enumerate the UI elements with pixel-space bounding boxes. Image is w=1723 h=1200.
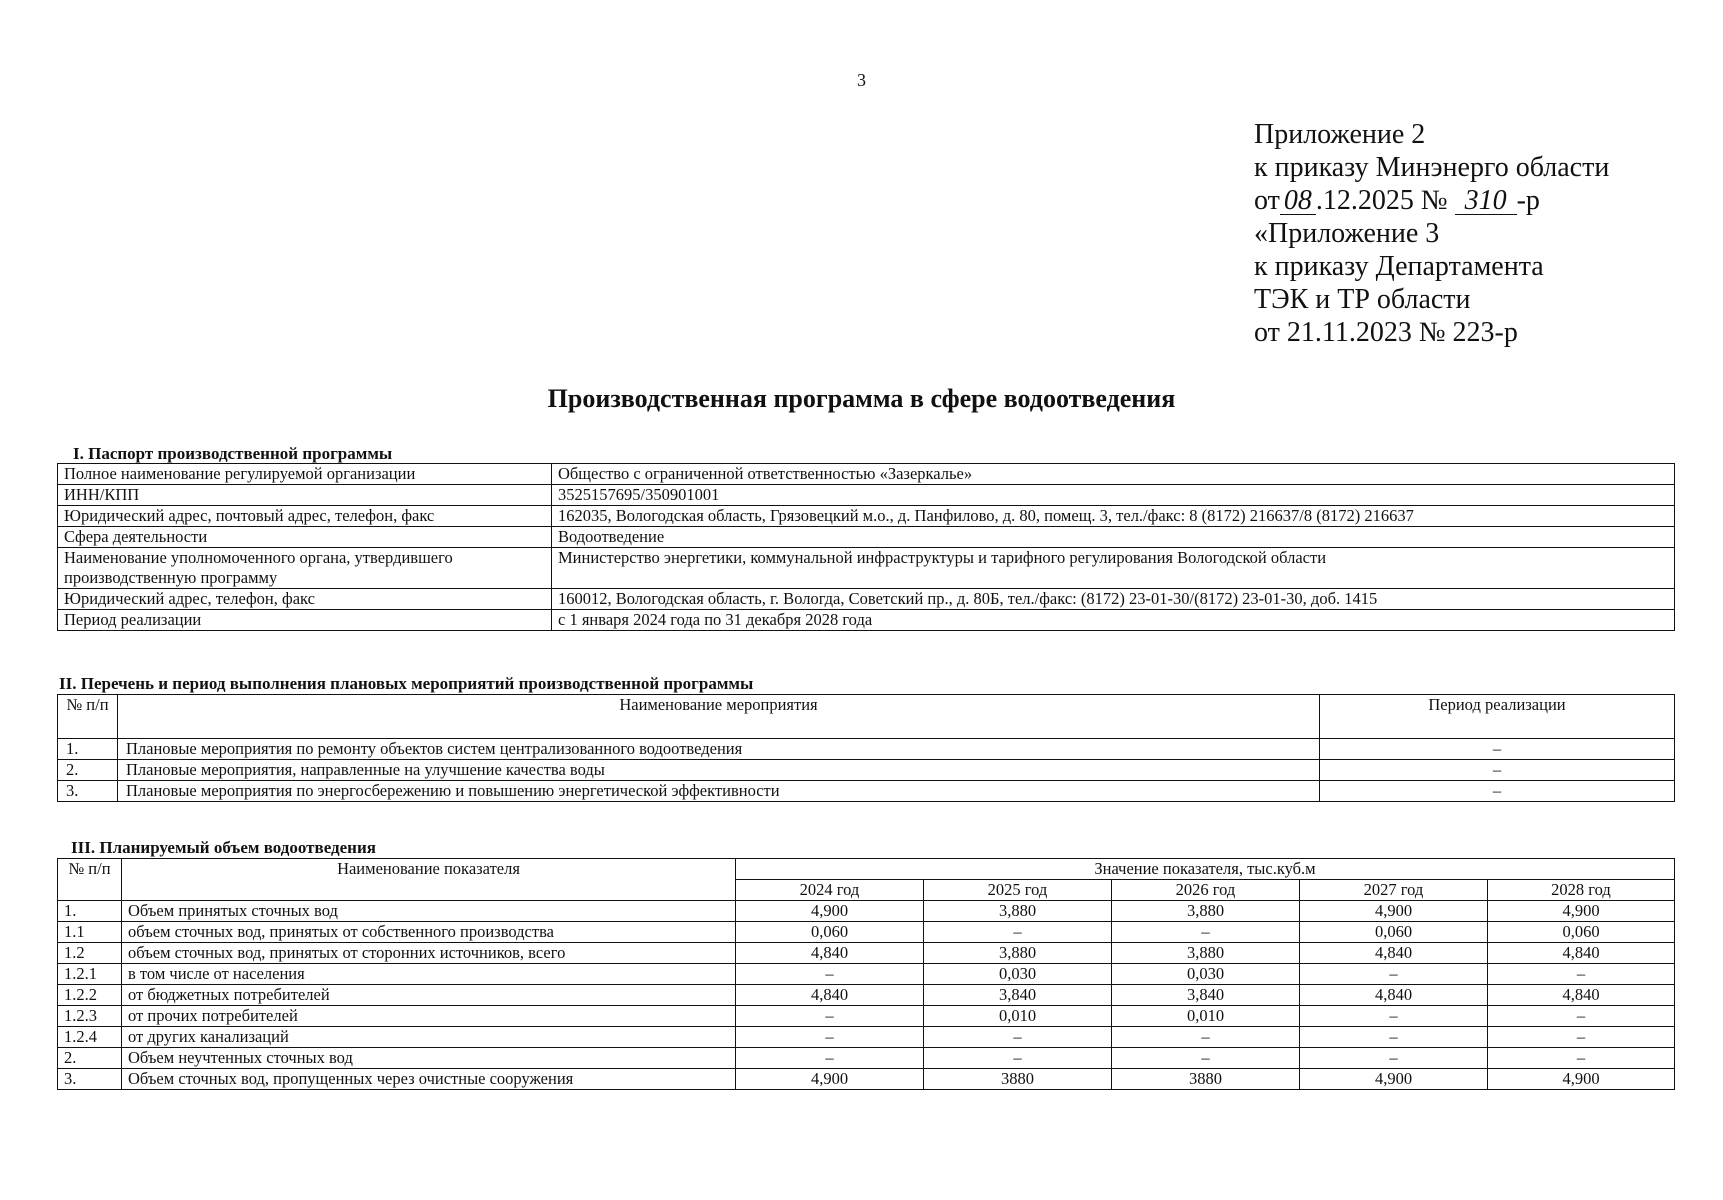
- value-cell: 4,840: [1488, 985, 1675, 1006]
- appendix-line: «Приложение 3: [1254, 218, 1440, 249]
- passport-value: 160012, Вологодская область, г. Вологда, Советский пр., д. 80Б, тел./факс: (8172) 23-01-30/(8172) 23-01-30, доб. 1415: [552, 589, 1675, 610]
- table-row: [58, 1069, 1675, 1090]
- table-row: [58, 1006, 1675, 1027]
- table-row: [58, 781, 1675, 802]
- passport-label: Юридический адрес, телефон, факс: [58, 589, 552, 610]
- value-cell: –: [1488, 1048, 1675, 1069]
- value-cell: 0,010: [924, 1006, 1112, 1027]
- value-cell: –: [1488, 1027, 1675, 1048]
- value-cell: –: [1112, 922, 1300, 943]
- measure-name: Плановые мероприятия по энергосбережению и повышению энергетической эффективности: [118, 781, 1320, 802]
- appendix-number-suffix: -р: [1516, 185, 1540, 216]
- value-cell: 3,880: [1112, 943, 1300, 964]
- header-year: 2027 год: [1300, 880, 1488, 901]
- indicator-name: от других канализаций: [122, 1027, 736, 1048]
- passport-table: [57, 463, 1675, 631]
- indicator-name: объем сточных вод, принятых от сторонних источников, всего: [122, 943, 736, 964]
- row-num: 1.2.3: [58, 1006, 122, 1027]
- table-row: [58, 485, 1675, 506]
- appendix-line: Приложение 2: [1254, 119, 1426, 150]
- appendix-line: к приказу Минэнерго области: [1254, 152, 1610, 183]
- value-cell: –: [1112, 1048, 1300, 1069]
- value-cell: –: [924, 922, 1112, 943]
- row-num: 2.: [58, 1048, 122, 1069]
- value-cell: 3880: [924, 1069, 1112, 1090]
- appendix-date-line: [1254, 184, 1609, 217]
- passport-label: ИНН/КПП: [58, 485, 552, 506]
- row-num: 2.: [58, 760, 118, 781]
- value-cell: –: [1300, 1027, 1488, 1048]
- row-num: 1.2.4: [58, 1027, 122, 1048]
- section-2-title: II. Перечень и период выполнения плановых мероприятий производственной программы: [59, 674, 754, 693]
- row-num: 1.: [58, 901, 122, 922]
- measure-period: –: [1320, 781, 1675, 802]
- appendix-date-prefix: от: [1254, 185, 1280, 216]
- handwritten-day: 08: [1280, 188, 1316, 215]
- passport-value: с 1 января 2024 года по 31 декабря 2028 года: [552, 610, 1675, 631]
- row-num: 3.: [58, 781, 118, 802]
- table-row: [58, 901, 1675, 922]
- row-num: 1.2.2: [58, 985, 122, 1006]
- passport-label: Период реализации: [58, 610, 552, 631]
- measure-period: –: [1320, 760, 1675, 781]
- table-row: [58, 527, 1675, 548]
- appendix-line: ТЭК и ТР области: [1254, 284, 1471, 315]
- value-cell: 4,900: [1488, 1069, 1675, 1090]
- value-cell: 4,840: [1300, 943, 1488, 964]
- value-cell: 0,060: [1300, 922, 1488, 943]
- table-row: [58, 548, 1675, 589]
- value-cell: –: [736, 964, 924, 985]
- table-row: [58, 1027, 1675, 1048]
- table-row: [58, 964, 1675, 985]
- indicator-name: от прочих потребителей: [122, 1006, 736, 1027]
- header-year: 2024 год: [736, 880, 924, 901]
- appendix-line: от 21.11.2023 № 223-р: [1254, 317, 1518, 348]
- value-cell: 4,840: [1300, 985, 1488, 1006]
- row-num: 1.: [58, 739, 118, 760]
- header-num: № п/п: [58, 695, 118, 739]
- table-header-row: [58, 859, 1675, 880]
- passport-value: Общество с ограниченной ответственностью «Зазеркалье»: [552, 464, 1675, 485]
- passport-value: 3525157695/350901001: [552, 485, 1675, 506]
- value-cell: 4,900: [1300, 901, 1488, 922]
- value-cell: 4,840: [736, 985, 924, 1006]
- value-cell: 4,900: [736, 901, 924, 922]
- value-cell: –: [736, 1006, 924, 1027]
- value-cell: 3,880: [924, 901, 1112, 922]
- measure-period: –: [1320, 739, 1675, 760]
- indicator-name: в том числе от населения: [122, 964, 736, 985]
- value-cell: 4,840: [736, 943, 924, 964]
- value-cell: 4,900: [1300, 1069, 1488, 1090]
- indicator-name: объем сточных вод, принятых от собственного производства: [122, 922, 736, 943]
- indicator-name: Объем неучтенных сточных вод: [122, 1048, 736, 1069]
- table-row: [58, 760, 1675, 781]
- header-indicator-name: Наименование показателя: [122, 859, 736, 901]
- passport-label: Наименование уполномоченного органа, утвердившего производственную программу: [58, 548, 552, 589]
- measures-table: [57, 694, 1675, 802]
- header-num: № п/п: [58, 859, 122, 901]
- header-value-group: Значение показателя, тыс.куб.м: [736, 859, 1675, 880]
- table-row: [58, 985, 1675, 1006]
- measure-name: Плановые мероприятия по ремонту объектов систем централизованного водоотведения: [118, 739, 1320, 760]
- volume-table: [57, 858, 1675, 1090]
- row-num: 1.2: [58, 943, 122, 964]
- passport-value: Министерство энергетики, коммунальной инфраструктуры и тарифного регулирования Вологодской области: [552, 548, 1675, 589]
- value-cell: –: [1112, 1027, 1300, 1048]
- indicator-name: от бюджетных потребителей: [122, 985, 736, 1006]
- page-number: 3: [857, 70, 866, 90]
- header-measure-name: Наименование мероприятия: [118, 695, 1320, 739]
- value-cell: 4,900: [1488, 901, 1675, 922]
- table-row: [58, 739, 1675, 760]
- document-title: Производственная программа в сфере водоотведения: [547, 384, 1176, 413]
- value-cell: 3,880: [1112, 901, 1300, 922]
- value-cell: –: [924, 1027, 1112, 1048]
- header-year: 2026 год: [1112, 880, 1300, 901]
- value-cell: 3,840: [1112, 985, 1300, 1006]
- table-row: [58, 506, 1675, 527]
- handwritten-order-number: 310: [1455, 188, 1517, 215]
- header-year: 2028 год: [1488, 880, 1675, 901]
- value-cell: –: [1488, 964, 1675, 985]
- value-cell: 0,060: [1488, 922, 1675, 943]
- value-cell: 0,030: [924, 964, 1112, 985]
- table-row: [58, 922, 1675, 943]
- appendix-date-rest: .12.2025 №: [1315, 185, 1448, 216]
- value-cell: 4,840: [1488, 943, 1675, 964]
- table-row: [58, 464, 1675, 485]
- value-cell: –: [1300, 1048, 1488, 1069]
- value-cell: 0,060: [736, 922, 924, 943]
- appendix-block: [1254, 118, 1609, 349]
- measure-name: Плановые мероприятия, направленные на улучшение качества воды: [118, 760, 1320, 781]
- table-header-row: [58, 695, 1675, 739]
- value-cell: 3,840: [924, 985, 1112, 1006]
- value-cell: –: [924, 1048, 1112, 1069]
- header-year: 2025 год: [924, 880, 1112, 901]
- table-row: [58, 943, 1675, 964]
- value-cell: –: [736, 1048, 924, 1069]
- section-3-title: III. Планируемый объем водоотведения: [71, 838, 376, 857]
- table-row: [58, 589, 1675, 610]
- passport-value: Водоотведение: [552, 527, 1675, 548]
- row-num: 1.2.1: [58, 964, 122, 985]
- header-period: Период реализации: [1320, 695, 1675, 739]
- value-cell: –: [1300, 1006, 1488, 1027]
- value-cell: 3880: [1112, 1069, 1300, 1090]
- value-cell: 0,030: [1112, 964, 1300, 985]
- value-cell: 3,880: [924, 943, 1112, 964]
- value-cell: –: [1488, 1006, 1675, 1027]
- table-row: [58, 610, 1675, 631]
- value-cell: –: [1300, 964, 1488, 985]
- appendix-line: к приказу Департамента: [1254, 251, 1544, 282]
- row-num: 3.: [58, 1069, 122, 1090]
- section-1-title: I. Паспорт производственной программы: [73, 444, 393, 463]
- passport-label: Сфера деятельности: [58, 527, 552, 548]
- passport-label: Юридический адрес, почтовый адрес, телефон, факс: [58, 506, 552, 527]
- passport-value: 162035, Вологодская область, Грязовецкий м.о., д. Панфилово, д. 80, помещ. 3, тел./факс: 8 (8172) 216637/8 (8172) 216637: [552, 506, 1675, 527]
- passport-label: Полное наименование регулируемой организации: [58, 464, 552, 485]
- indicator-name: Объем принятых сточных вод: [122, 901, 736, 922]
- value-cell: –: [736, 1027, 924, 1048]
- row-num: 1.1: [58, 922, 122, 943]
- value-cell: 0,010: [1112, 1006, 1300, 1027]
- table-row: [58, 1048, 1675, 1069]
- value-cell: 4,900: [736, 1069, 924, 1090]
- indicator-name: Объем сточных вод, пропущенных через очистные сооружения: [122, 1069, 736, 1090]
